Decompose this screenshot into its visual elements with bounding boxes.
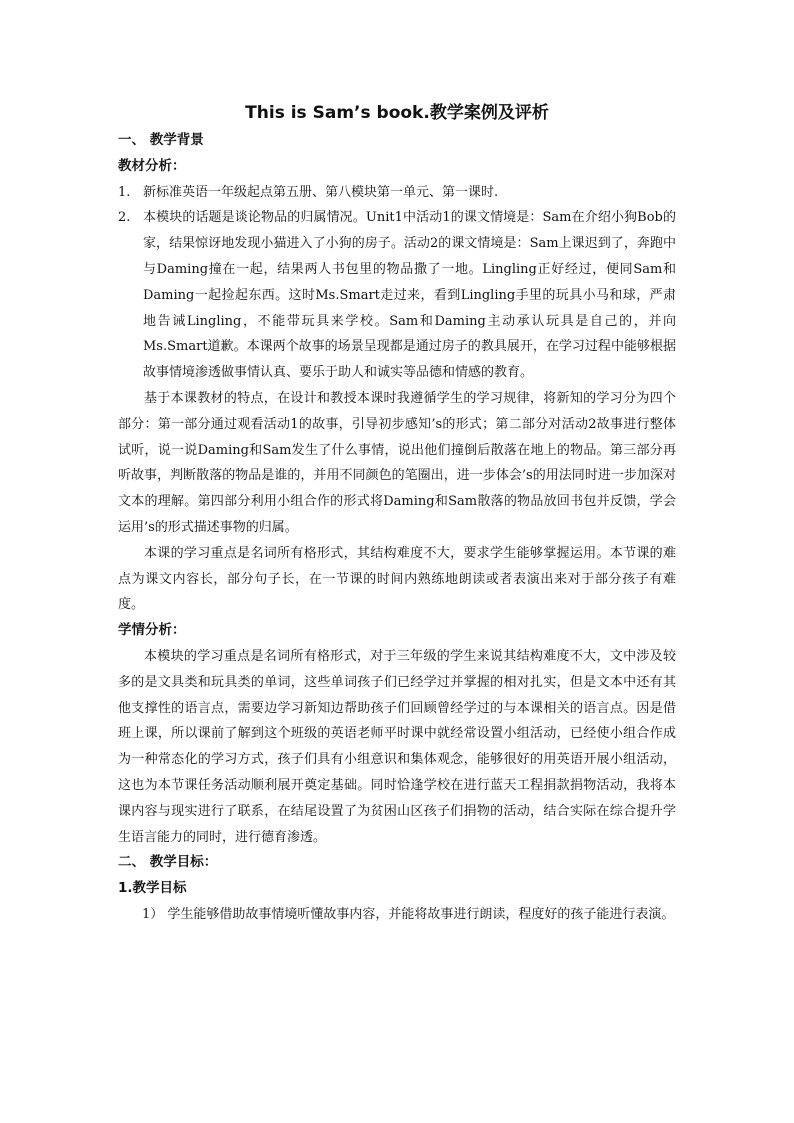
list-number: 1. [118,184,131,200]
paragraph-key-points: 本课的学习重点是名词所有格形式，其结构难度不大，要求学生能够掌握运用。本节课的难点为课文内容长，部分句子长，在一节课的时间内熟练地朗读或者表演出来对于部分孩子有难度。 [118,545,676,613]
list-item-2 [118,205,676,386]
paragraph-design: 基于本课教材的特点，在设计和教授本课时我遵循学生的学习规律，将新知的学习分为四个部分：第一部分通过观看活动1的故事，引导初步感知’s的形式；第二部分对活动2故事进行整体试听，说一说Daming和Sam发生了什么事情，说出他们撞倒后散落在地上的物品。第三部分再听故事，判断散落的物品是谁的，并用不同颜色的笔圈出，进一步体会’s的用法同时进一步加深对文本的理解。第四部分利用小组合作的形式将Daming和Sam散落的物品放回书包并反馈，学会运用’s的形式描述事物的归属。 [118,390,676,535]
subheading-teaching-objectives: 1.教学目标 [118,880,187,897]
section-heading-objectives: 二、 教学目标： [118,854,218,871]
list-text: 本模块的话题是谈论物品的归属情况。Unit1中活动1的课文情境是：Sam在介绍小狗Bob的家，结果惊讶地发现小猫进入了小狗的房子。活动2的课文情境是：Sam上课迟到了，奔跑中与Daming撞在一起，结果两人书包里的物品撒了一地。Lingling正好经过，便同Sam和Daming一起捡起东西。这时Ms.Smart走过来，看到Lingling手里的玩具小马和球，严肃地告诫Lingling，不能带玩具来学校。Sam和Daming主动承认玩具是自己的，并向Ms.Smart道歉。本课两个故事的场景呈现都是通过房子的教具展开，在学习过程中能够根据故事情境渗透做事情认真、要乐于助人和诚实等品德和情感的教育。 [143,210,676,381]
section-heading-background: 一、 教学背景 [118,132,204,148]
document-title: This is Sam’s book.教学案例及评析 [245,103,549,123]
subheading-textbook-analysis: 教材分析： [118,157,186,174]
document-body [118,128,676,928]
list-item-1 [118,180,676,206]
subheading-learner-analysis: 学情分析： [118,622,186,639]
paragraph-learner-analysis: 本模块的学习重点是名词所有格形式，对于三年级的学生来说其结构难度不大，文中涉及较多的是文具类和玩具类的单词，这些单词孩子们已经学过并掌握的相对扎实，但是文本中还有其他支撑性的语言点，需要边学习新知边帮助孩子们回顾曾经学过的与本课相关的语言点。因是借班上课，所以课前了解到这个班级的英语老师平时课中就经常设置小组活动，已经使小组合作成为一种常态化的学习方式，孩子们具有小组意识和集体观念，能够很好的用英语开展小组活动，这也为本节课任务活动顺利展开奠定基础。同时恰逢学校在进行蓝天工程捐款捐物活动，我将本课内容与现实进行了联系，在结尾设置了为贫困山区孩子们捐物的活动，结合实际在综合提升学生语言能力的同时，进行德育渗透。 [118,648,676,845]
list-number: 2. [118,210,131,226]
list-text: 新标准英语一年级起点第五册、第八模块第一单元、第一课时. [143,184,499,200]
objective-item-1: 1） 学生能够借助故事情境听懂故事内容，并能将故事进行朗读，程度好的孩子能进行表演。 [142,906,675,922]
